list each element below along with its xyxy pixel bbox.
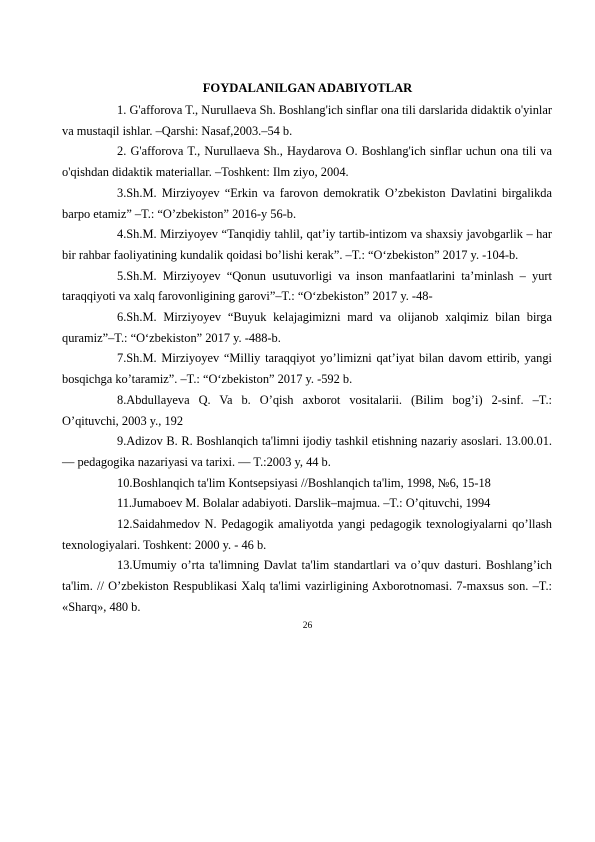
reference-item-8: 8.Abdullayeva Q. Va b. O’qish axborot vositalarii. (Bilim bog’i) 2-sinf. –T.: O’qituvchi, 2003 y., 192 <box>62 392 552 428</box>
reference-item-12: 12.Saidahmedov N. Pedagogik amaliyotda yangi pedagogik texnologiyalarni qo’llash texnologiyalari. Toshkent: 2000 y. - 46 b. <box>62 517 552 552</box>
reference-item-3: 3.Sh.M. Mirziyoyev “Erkin va farovon demokratik O’zbekiston Davlatini birgalikda barpo etamiz” –T.: “O’zbekiston” 2016-y 56-b. <box>62 185 552 221</box>
reference-item-10: 10.Boshlanqich ta'lim Kontsepsiyasi //Boshlanqich ta'lim, 1998, №6, 15-18 <box>117 475 491 490</box>
reference-item-4: 4.Sh.M. Mirziyoyev “Tanqidiy tahlil, qat’iy tartib-intizom va shaxsiy javobgarlik – har bir rahbar faoliyatining kundalik qoidasi bo’lishi kerak”. –T.: “O‘zbekiston” 2017 y. -104-b. <box>62 227 552 262</box>
reference-item-11: 11.Jumaboev M. Bolalar adabiyoti. Darslik–majmua. –T.: O’qituvchi, 1994 <box>117 496 491 511</box>
reference-item-6: 6.Sh.M. Mirziyoyev “Buyuk kelajagimizni mard va olijanob xalqimiz bilan birga quramiz”–T.: “O‘zbekiston” 2017 y. -488-b. <box>62 310 552 345</box>
reference-list <box>62 100 552 618</box>
reference-item-1: 1. G'afforova T., Nurullaeva Sh. Boshlang'ich sinflar ona tili darslarida didaktik o'yinlar va mustaqil ishlar. –Qarshi: Nasaf,2003.–54 b. <box>62 103 552 138</box>
reference-item-2: 2. G'afforova T., Nurullaeva Sh., Haydarova O. Boshlang'ich sinflar uchun ona tili va o'qishdan didaktik materiallar. –Toshkent: Ilm ziyo, 2004. <box>62 144 552 180</box>
page-number: 26 <box>302 621 313 631</box>
reference-item-13: 13.Umumiy o’rta ta'limning Davlat ta'lim standartlari va o’quv dasturi. Boshlang’ich ta'lim. // O’zbekiston Respublikasi Xalq ta'limi vazirligining Axborotnomasi. 7-maxsus son. –T.: «Sharq», 480 b. <box>62 558 552 614</box>
reference-item-7: 7.Sh.M. Mirziyoyev “Milliy taraqqiyot yo’limizni qat’iyat bilan davom ettirib, yangi bosqichga ko’taramiz”. –T.: “O‘zbekiston” 2017 y. -592 b. <box>62 351 552 387</box>
reference-item-5: 5.Sh.M. Mirziyoyev “Qonun usutuvorligi va inson manfaatlarini ta’minlash – yurt taraqqiyoti va xalq farovonligining garovi”–T.: “O‘zbekiston” 2017 y. -48- <box>62 268 552 304</box>
reference-item-9: 9.Adizov B. R. Boshlanqich ta'limni ijodiy tashkil etishning nazariy asoslari. 13.00.01. — pedagogika nazariyasi va tarixi. — T.:2003 y, 44 b. <box>62 434 552 469</box>
page-title: FOYDALANILGAN ADABIYOTLAR <box>202 81 413 95</box>
